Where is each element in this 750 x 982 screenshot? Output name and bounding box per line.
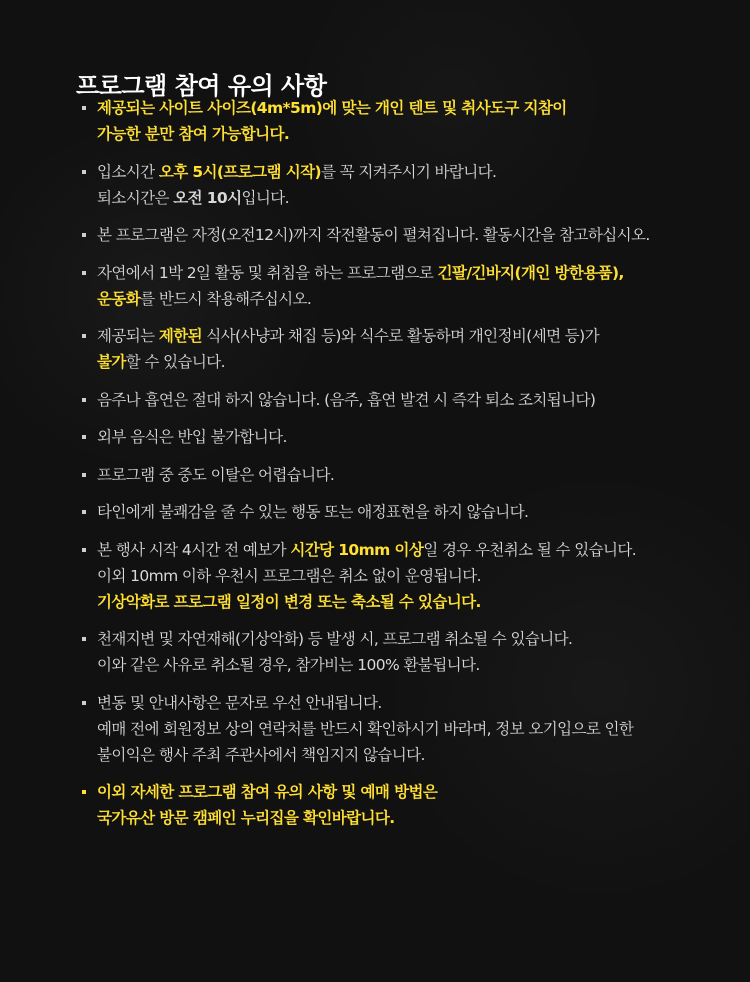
highlight-text: 가능한 분만 참여 가능합니다.	[97, 125, 290, 143]
notice-text: 입소시간	[97, 162, 159, 181]
bullet-icon	[82, 473, 86, 477]
notice-item	[80, 499, 740, 525]
notice-text: 일 경우 우천취소 될 수 있습니다.	[423, 540, 637, 559]
bullet-icon	[82, 435, 86, 439]
highlight-text: 긴팔/긴바지(개인 방한용품),	[437, 263, 624, 282]
notice-text: 입니다.	[241, 188, 289, 207]
notice-line	[97, 286, 740, 312]
notice-text: 타인에게 불쾌감을 줄 수 있는 행동 또는 애정표현을 하지 않습니다.	[97, 503, 529, 521]
notice-line	[97, 349, 740, 375]
highlight-text: 오후 5시(프로그램 시작)	[158, 162, 321, 181]
highlight-text: 이외 자세한 프로그램 참여 유의 사항 및 예매 방법은	[97, 783, 438, 801]
bullet-icon	[82, 106, 86, 110]
notice-item	[80, 537, 740, 615]
notice-line	[97, 563, 740, 589]
notice-item	[80, 690, 740, 768]
notice-text: 를 반드시 착용해주십시오.	[140, 289, 312, 308]
notice-text: 이와 같은 사유로 취소될 경우, 참가비는 100% 환불됩니다.	[97, 656, 480, 674]
notice-text: 프로그램 중 중도 이탈은 어렵습니다.	[97, 465, 335, 484]
notice-line	[97, 121, 740, 147]
notice-line	[97, 589, 740, 615]
bullet-icon	[82, 510, 86, 514]
notice-text: 불이익은 행사 주최 주관사에서 책임지지 않습니다.	[97, 745, 425, 764]
highlight-text: 운동화	[97, 289, 141, 308]
notice-text: 식사(사냥과 채집 등)와 식수로 활동하며 개인정비(세면 등)가	[201, 327, 599, 345]
bullet-icon	[82, 790, 86, 794]
notice-text: 제공되는	[97, 327, 159, 345]
bullet-icon	[82, 398, 86, 402]
notice-line	[97, 779, 740, 805]
bullet-icon	[82, 701, 86, 705]
notice-item	[80, 462, 740, 488]
bullet-icon	[82, 334, 86, 338]
notice-line	[97, 185, 740, 211]
notice-item	[80, 95, 740, 147]
notice-list	[80, 95, 740, 843]
notice-item	[80, 260, 740, 312]
notice-item	[80, 159, 740, 211]
highlight-text: 불가	[97, 353, 126, 371]
notice-text: 오전 10시	[173, 188, 242, 207]
page-title: 프로그램 참여 유의 사항	[76, 72, 327, 101]
notice-item	[80, 222, 740, 248]
notice-line	[97, 742, 740, 768]
notice-text: 예매 전에 회원정보 상의 연락처를 반드시 확인하시기 바라며, 정보 오기입으로 인한	[97, 719, 634, 738]
notice-line	[97, 222, 740, 248]
notice-text: 자연에서 1박 2일 활동 및 취침을 하는 프로그램으로	[97, 263, 438, 282]
highlight-text: 제한된	[158, 327, 202, 345]
notice-text: 본 프로그램은 자정(오전12시)까지 작전활동이 펼쳐집니다. 활동시간을 참고하십시오.	[97, 226, 650, 244]
notice-item	[80, 779, 740, 831]
notice-line	[97, 260, 740, 286]
notice-item	[80, 387, 740, 413]
notice-text: 음주나 흡연은 절대 하지 않습니다. (음주, 흡연 발견 시 즉각 퇴소 조치됩니다)	[97, 390, 596, 409]
notice-line	[97, 462, 740, 488]
notice-item	[80, 323, 740, 375]
bullet-icon	[82, 548, 86, 552]
notice-text: 퇴소시간은	[97, 188, 174, 207]
notice-text: 외부 음식은 반입 불가합니다.	[97, 428, 287, 446]
bullet-icon	[82, 170, 86, 174]
highlight-text: 국가유산 방문 캠페인 누리집을 확인바랍니다.	[97, 809, 395, 827]
notice-text: 할 수 있습니다.	[125, 353, 225, 371]
notice-text: 본 행사 시작 4시간 전 예보가	[97, 540, 291, 559]
bullet-icon	[82, 271, 86, 275]
notice-text: 이외 10mm 이하 우천시 프로그램은 취소 없이 운영됩니다.	[97, 566, 481, 585]
notice-line	[97, 424, 740, 450]
notice-item	[80, 626, 740, 678]
notice-line	[97, 323, 740, 349]
notice-text: 변동 및 안내사항은 문자로 우선 안내됩니다.	[97, 693, 382, 712]
notice-text: 를 꼭 지켜주시기 바랍니다.	[320, 162, 497, 181]
bullet-icon	[82, 233, 86, 237]
notice-line	[97, 716, 740, 742]
notice-line	[97, 159, 740, 185]
notice-text: 천재지변 및 자연재해(기상악화) 등 발생 시, 프로그램 취소될 수 있습니다.	[97, 630, 573, 648]
notice-line	[97, 690, 740, 716]
highlight-text: 제공되는 사이트 사이즈(4m*5m)에 맞는 개인 텐트 및 취사도구 지참이	[97, 99, 567, 117]
notice-line	[97, 387, 740, 413]
notice-line	[97, 499, 740, 525]
highlight-text: 기상악화로 프로그램 일정이 변경 또는 축소될 수 있습니다.	[97, 592, 481, 611]
notice-line	[97, 95, 740, 121]
bullet-icon	[82, 637, 86, 641]
notice-line	[97, 652, 740, 678]
notice-line	[97, 805, 740, 831]
notice-item	[80, 424, 740, 450]
highlight-text: 시간당 10mm 이상	[290, 540, 424, 559]
notice-line	[97, 626, 740, 652]
notice-line	[97, 537, 740, 563]
